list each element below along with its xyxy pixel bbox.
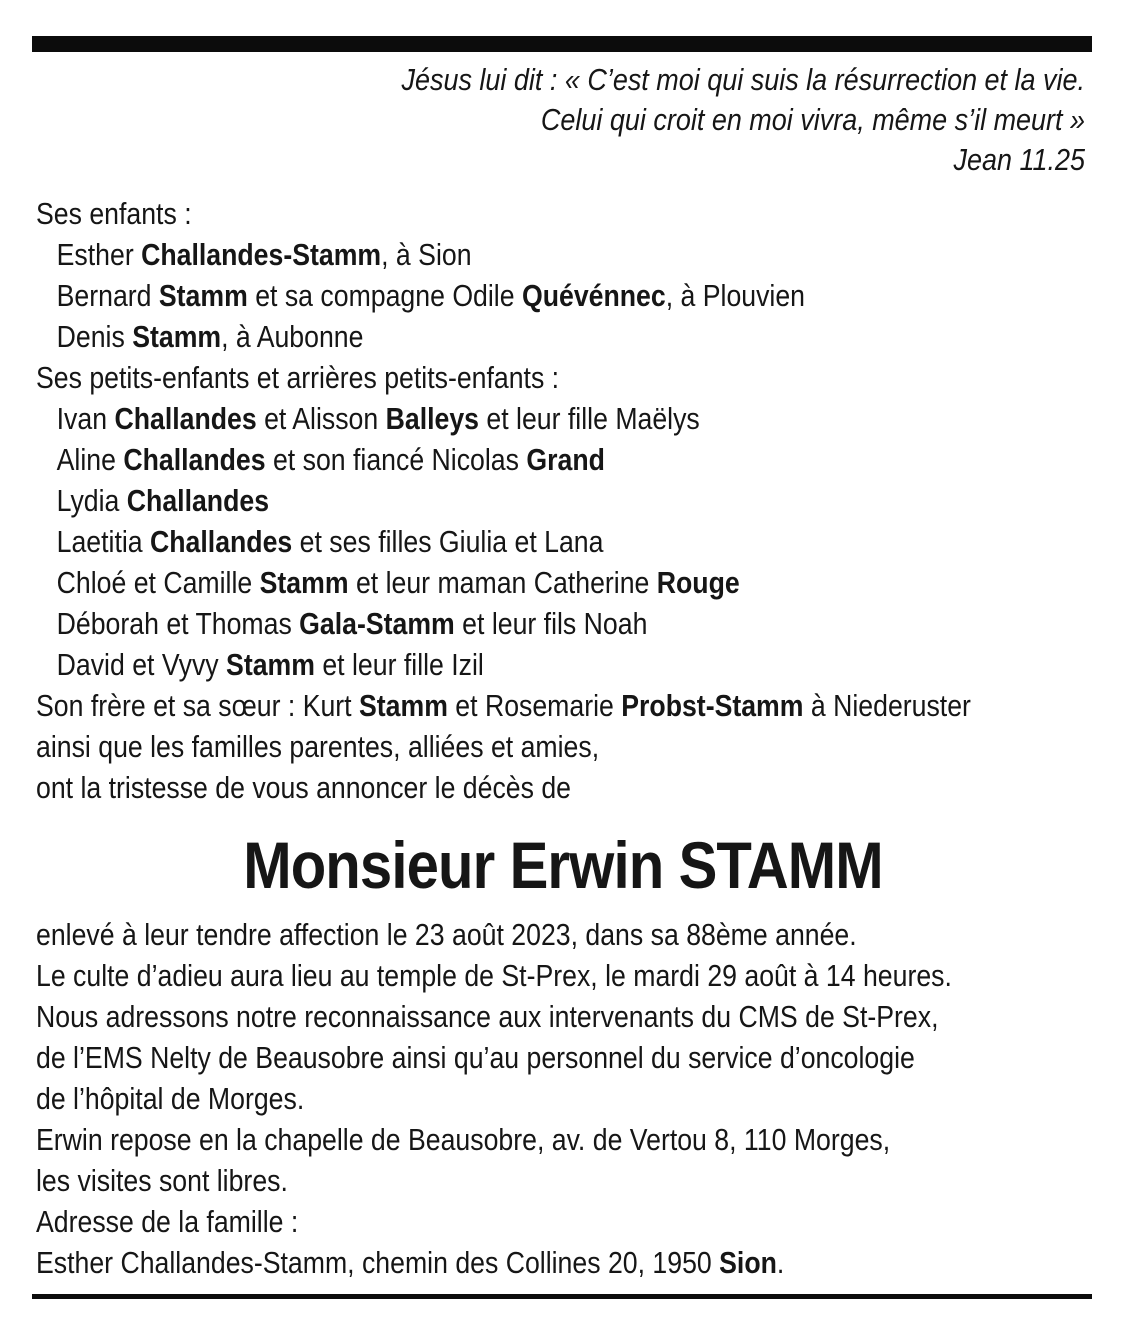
text-run: , à Sion [381, 237, 472, 272]
text-run: Challandes [126, 483, 270, 518]
family-line [36, 767, 973, 808]
text-run: Denis [56, 319, 133, 354]
text-run: Erwin repose en la chapelle de Beausobre, av. de Vertou 8, 110 Morges, [36, 1122, 891, 1157]
family-line [36, 439, 973, 480]
text-run: David et Vyvy [56, 647, 227, 682]
text-run: de l’hôpital de Morges. [36, 1081, 305, 1116]
family-line [36, 234, 973, 275]
text-run: Stamm [132, 319, 222, 354]
detail-line [36, 1242, 973, 1283]
text-run: Stamm [226, 647, 315, 682]
detail-line [36, 1119, 973, 1160]
text-run: Stamm [259, 565, 349, 600]
family-line [36, 521, 973, 562]
text-run: , à Plouvien [665, 278, 806, 313]
text-run: et leur fille Maëlys [478, 401, 700, 436]
text-run: Stamm [358, 688, 448, 723]
text-run: Laetitia [56, 524, 151, 559]
bible-quote [0, 60, 1126, 180]
text-run: Challandes-Stamm [141, 237, 382, 272]
text-run: Grand [526, 442, 605, 477]
text-run: Balleys [385, 401, 479, 436]
text-run: Probst-Stamm [621, 688, 804, 723]
text-run: ont la tristesse de vous annoncer le décès de [36, 770, 572, 805]
text-run: Nous adressons notre reconnaissance aux intervenants du CMS de St-Prex, [36, 999, 939, 1034]
text-run: Aline [56, 442, 124, 477]
text-run: Challandes [150, 524, 293, 559]
text-run: Challandes [123, 442, 266, 477]
text-run: , à Aubonne [221, 319, 364, 354]
text-run: Ses enfants : [36, 196, 192, 231]
text-run: et Alisson [256, 401, 386, 436]
text-run: Esther [56, 237, 142, 272]
family-line [36, 398, 973, 439]
text-run: Bernard [56, 278, 159, 313]
text-run: et leur fils Noah [454, 606, 648, 641]
text-run: Gala-Stamm [299, 606, 455, 641]
text-run: Esther Challandes-Stamm, chemin des Collines 20, 1950 [36, 1245, 720, 1280]
text-run: Chloé et Camille [56, 565, 260, 600]
family-line [36, 726, 973, 767]
family-line [36, 480, 973, 521]
family-line [36, 603, 973, 644]
text-run: enlevé à leur tendre affection le 23 août 2023, dans sa 88ème année. [36, 917, 857, 952]
detail-line [36, 955, 973, 996]
family-line [36, 275, 973, 316]
deceased-name: Monsieur Erwin STAMM [243, 828, 883, 902]
text-run: de l’EMS Nelty de Beausobre ainsi qu’au personnel du service d’oncologie [36, 1040, 915, 1075]
text-run: et Rosemarie [447, 688, 622, 723]
family-line [36, 644, 973, 685]
funeral-details [0, 914, 1126, 1283]
text-run: . [776, 1245, 785, 1280]
text-run: Adresse de la famille : [36, 1204, 299, 1239]
text-run: ainsi que les familles parentes, alliées et amies, [36, 729, 600, 764]
text-run: Rouge [656, 565, 740, 600]
family-line [36, 685, 973, 726]
detail-line [36, 1078, 973, 1119]
text-run: Sion [719, 1245, 777, 1280]
family-line [36, 562, 973, 603]
text-run: Ivan [56, 401, 115, 436]
text-run: et sa compagne Odile [247, 278, 522, 313]
text-run: Quévénnec [521, 278, 666, 313]
text-run: et leur fille Izil [314, 647, 484, 682]
family-list [0, 193, 1126, 808]
family-line [36, 357, 973, 398]
bottom-rule [32, 1294, 1092, 1299]
detail-line [36, 914, 973, 955]
text-run: les visites sont libres. [36, 1163, 288, 1198]
detail-line [36, 996, 973, 1037]
top-rule [32, 36, 1092, 52]
text-run: et ses filles Giulia et Lana [292, 524, 604, 559]
text-run: à Niederuster [803, 688, 971, 723]
family-line [36, 316, 973, 357]
quote-line: Celui qui croit en moi vivra, même s’il meurt » [540, 102, 1085, 137]
text-run: Le culte d’adieu aura lieu au temple de St-Prex, le mardi 29 août à 14 heures. [36, 958, 952, 993]
text-run: Lydia [56, 483, 127, 518]
detail-line [36, 1037, 973, 1078]
text-run: Stamm [158, 278, 248, 313]
text-run: et leur maman Catherine [348, 565, 657, 600]
detail-line [36, 1201, 973, 1242]
quote-line: Jésus lui dit : « C’est moi qui suis la résurrection et la vie. [401, 62, 1085, 97]
text-run: Ses petits-enfants et arrières petits-enfants : [36, 360, 560, 395]
text-run: Déborah et Thomas [56, 606, 300, 641]
detail-line [36, 1160, 973, 1201]
quote-verse-reference: Jean 11.25 [953, 142, 1085, 177]
text-run: Son frère et sa sœur : Kurt [36, 688, 359, 723]
text-run: Challandes [114, 401, 257, 436]
text-run: et son fiancé Nicolas [265, 442, 527, 477]
family-line [36, 193, 973, 234]
